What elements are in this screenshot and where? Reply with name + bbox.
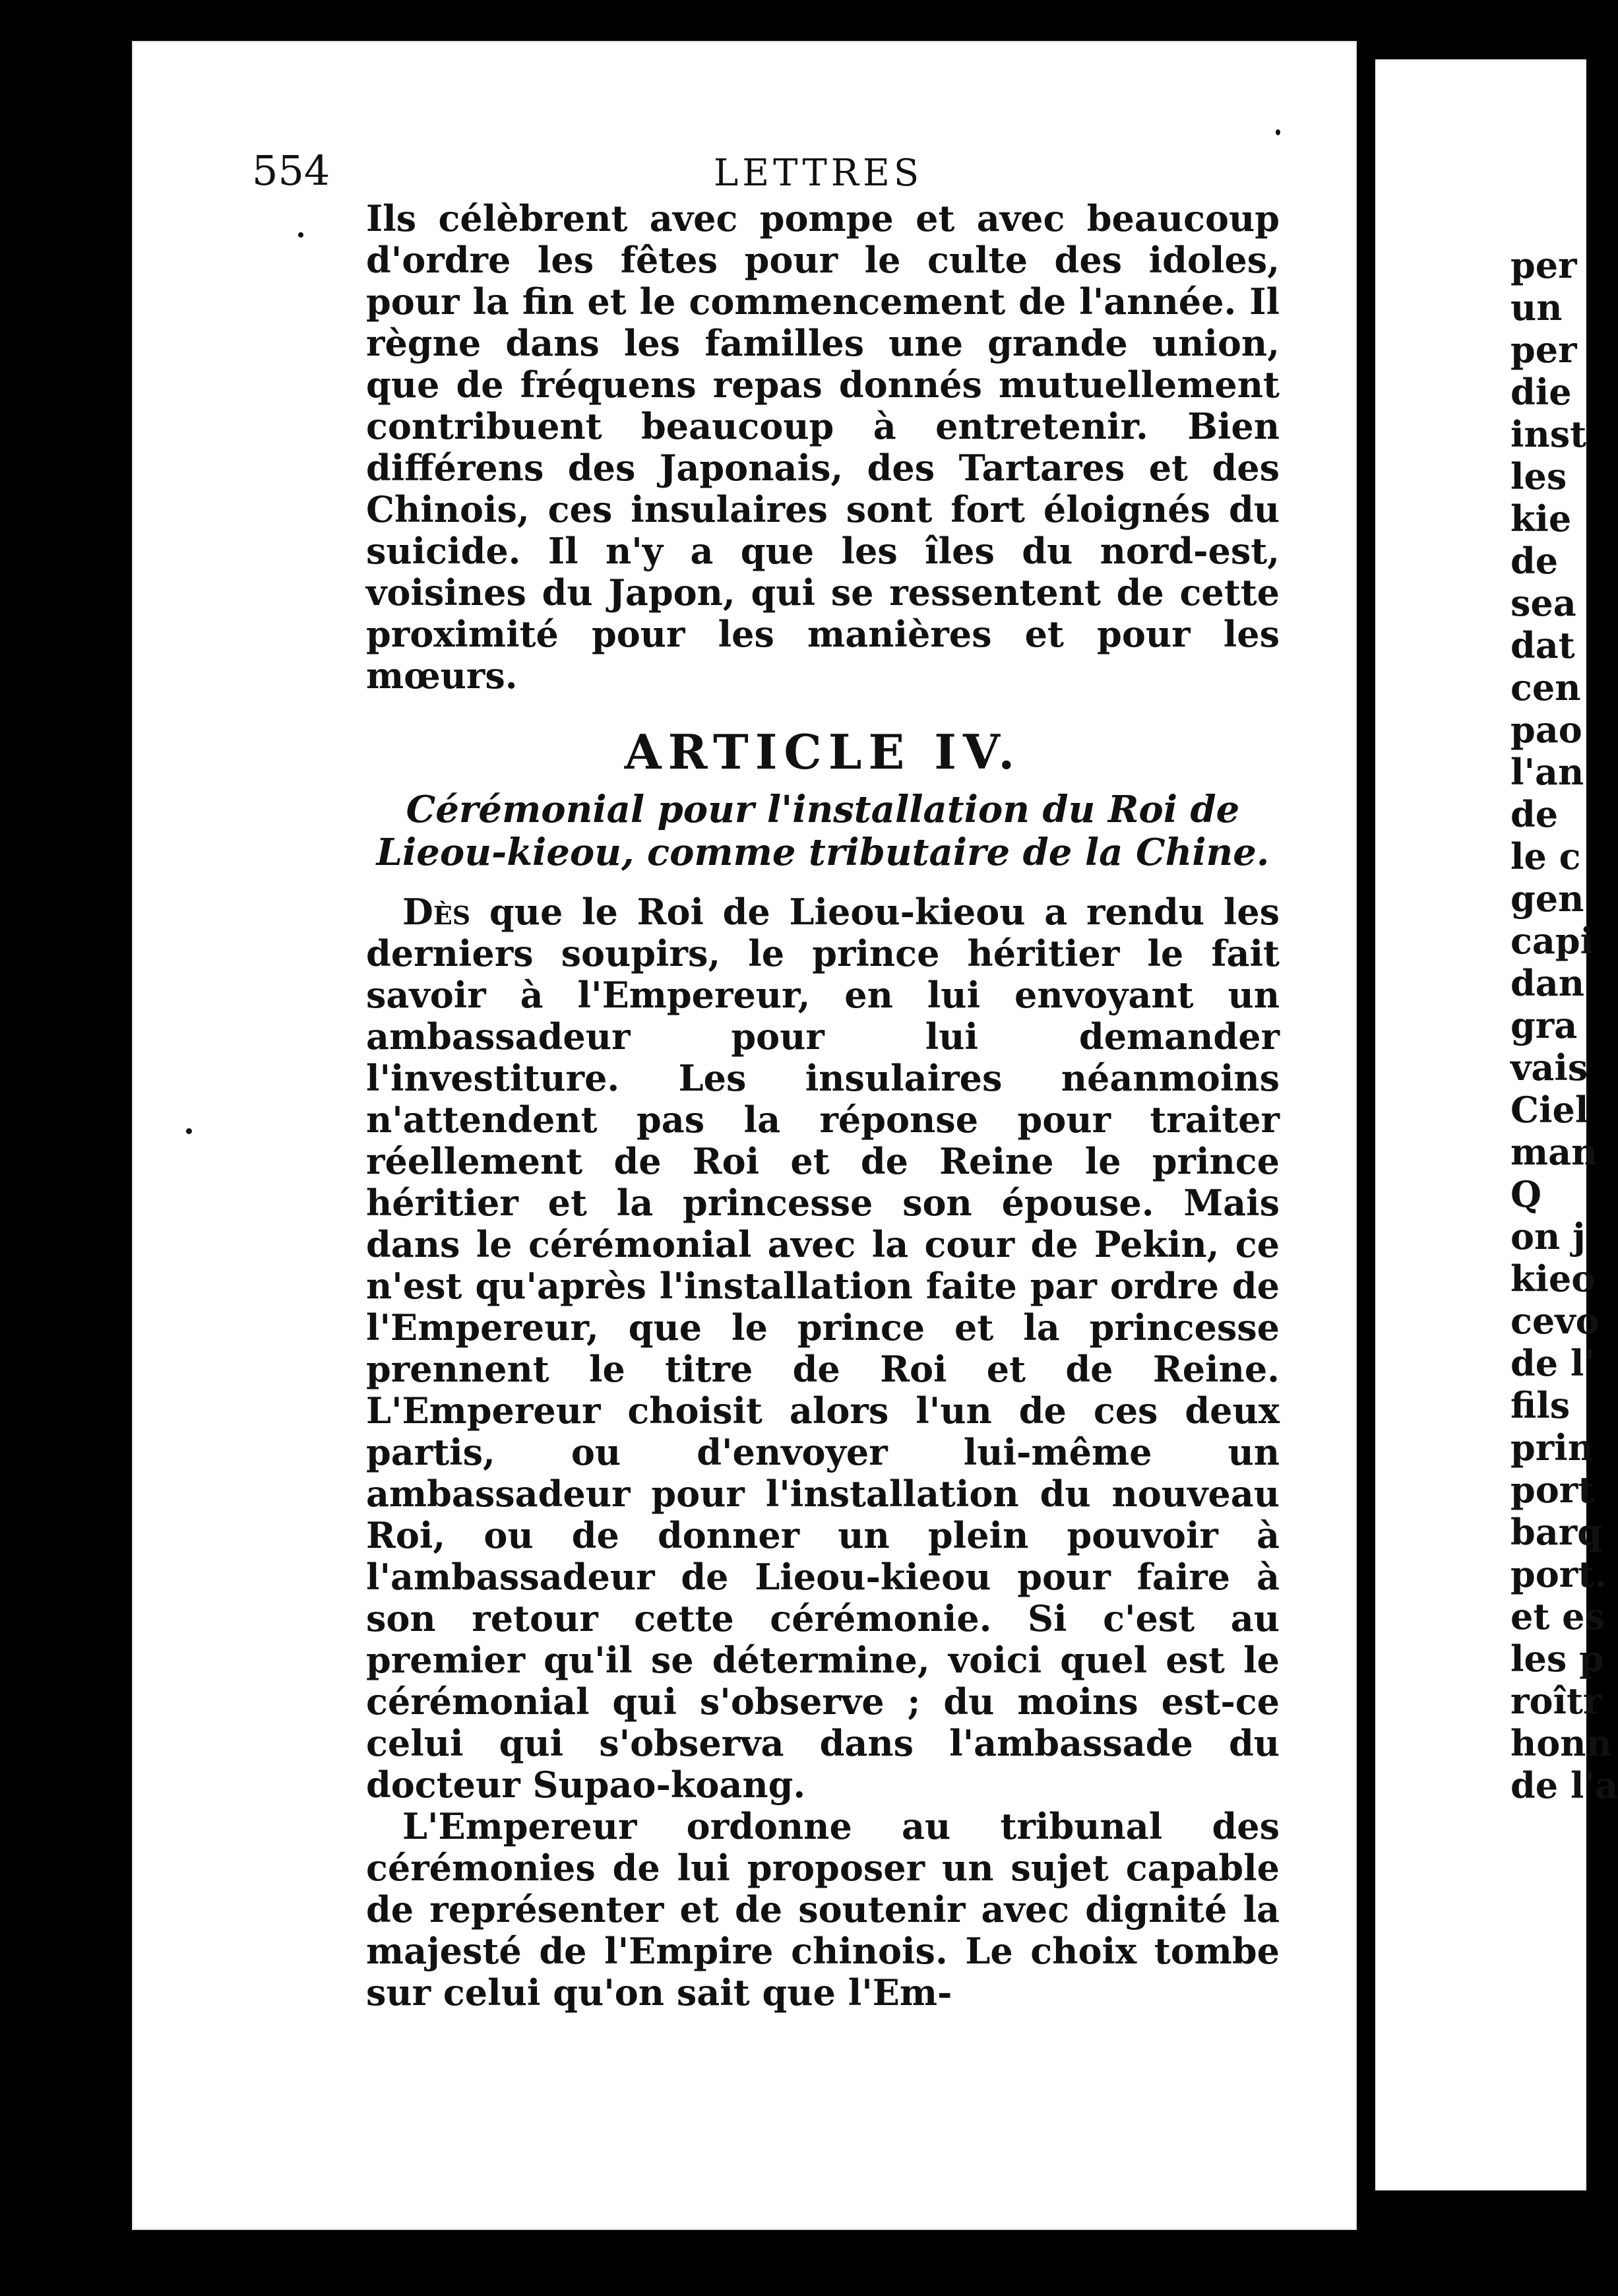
right-page-fragment: kie [1510,497,1572,540]
right-page-fragment: die [1510,371,1572,413]
right-page-fragment: un [1510,286,1563,329]
right-page-fragment: et es [1510,1595,1605,1638]
right-page-fragment: man [1510,1131,1598,1173]
right-page-fragment: cen [1510,666,1581,709]
right-page-fragment: de [1510,793,1559,835]
article-subtitle: Cérémonial pour l'installation du Roi de Lieou-kieou, comme tributaire de la Chine. [376,788,1270,874]
right-page-fragment: inst [1510,413,1587,455]
right-page-fragment: prin [1510,1426,1594,1469]
right-page-fragment: gra [1510,1004,1578,1046]
right-page-fragment: de [1510,540,1559,582]
right-page-fragment: de l'a [1510,1764,1618,1806]
paragraph-2 [366,891,1280,1806]
right-page-fragment: vais [1510,1046,1588,1089]
ink-speck [1276,129,1280,135]
right-page-fragment: fils [1510,1384,1571,1426]
right-page-fragment: per [1510,244,1577,286]
right-page-fragment: sea [1510,582,1576,624]
paragraph-2-text: que le Roi de Lieou-kieou a rendu les derniers soupirs, le prince héritier le fait savoir à l'Empereur, en lui envoyant un ambassadeur pour lui demander l'investiture. Les insulaires néanmoins n'attendent pas la réponse pour traiter réellement de Roi et de Reine le prince héritier et la princesse son épouse. Mais dans le cérémonial avec la cour de Pekin, ce n'est qu'après l'installation faite par ordre de l'Empereur, que le prince et la princesse prennent le titre de Roi et de Reine. L'Empereur choisit alors l'un de ces deux partis, ou d'envoyer lui-même un ambassadeur pour l'installation du nouveau Roi, ou de donner un plein pouvoir à l'ambassadeur de Lieou-kieou pour faire à son retour cette cérémonie. Si c'est au premier qu'il se détermine, voici quel est le cérémonial qui s'observe ; du moins est-ce celui qui s'observa dans l'ambassade du docteur Supao-koang. [366,891,1280,1806]
right-page-fragment: cevo [1510,1300,1600,1342]
right-page-fragment: port [1510,1469,1595,1511]
right-page-fragment: on j [1510,1215,1586,1258]
ink-speck [298,232,303,238]
right-page-fragment: port. [1510,1553,1607,1595]
right-page-fragment: Q [1510,1173,1542,1215]
right-page-fragment: roîtr [1510,1680,1602,1722]
right-page-fragment: honn [1510,1722,1612,1764]
right-page-fragment: les p [1510,1638,1604,1680]
right-page-fragment: barq [1510,1511,1602,1553]
paragraph-1: Ils célèbrent avec pompe et avec beaucoup d'ordre les fêtes pour le culte des idoles, pour la fin et le commencement de l'année. Il règne dans les familles une grande union, que de fréquens repas donnés mutuellement contribuent beaucoup à entretenir. Bien différens des Japonais, des Tartares et des Chinois, ces insulaires sont fort éloignés du suicide. Il n'y a que les îles du nord-est, voisines du Japon, qui se ressentent de cette proximité pour les manières et pour les mœurs. [366,197,1280,697]
right-page-fragment: pao [1510,709,1582,751]
ink-speck [186,1128,192,1134]
paragraph-3: L'Empereur ordonne au tribunal des cérémonies de lui proposer un sujet capable de représenter et de soutenir avec dignité la majesté de l'Empire chinois. Le choix tombe sur celui qu'on sait que l'Em- [366,1805,1280,2014]
running-title: LETTRES [714,152,923,195]
right-page-fragment: kieo [1510,1258,1596,1300]
right-page-fragment: le c [1510,835,1581,877]
right-page-fragment: de l' [1510,1342,1595,1384]
right-page-fragment: les [1510,455,1567,497]
right-page-fragment: per [1510,329,1577,371]
article-heading: ARTICLE IV. [624,724,1022,780]
right-page-fragment: Ciel [1510,1089,1589,1131]
paragraph-2-dropcap: Dès [402,891,471,933]
right-page-fragment: l'an [1510,751,1584,793]
right-page-fragment: capi [1510,920,1594,962]
right-page-text-fragments [1510,244,1618,1806]
right-page-fragment: dat [1510,624,1575,666]
right-page-fragment: gen [1510,877,1584,920]
body-text [366,198,1280,2014]
right-page-fragment: dan [1510,962,1585,1004]
page-number: 554 [252,146,330,195]
